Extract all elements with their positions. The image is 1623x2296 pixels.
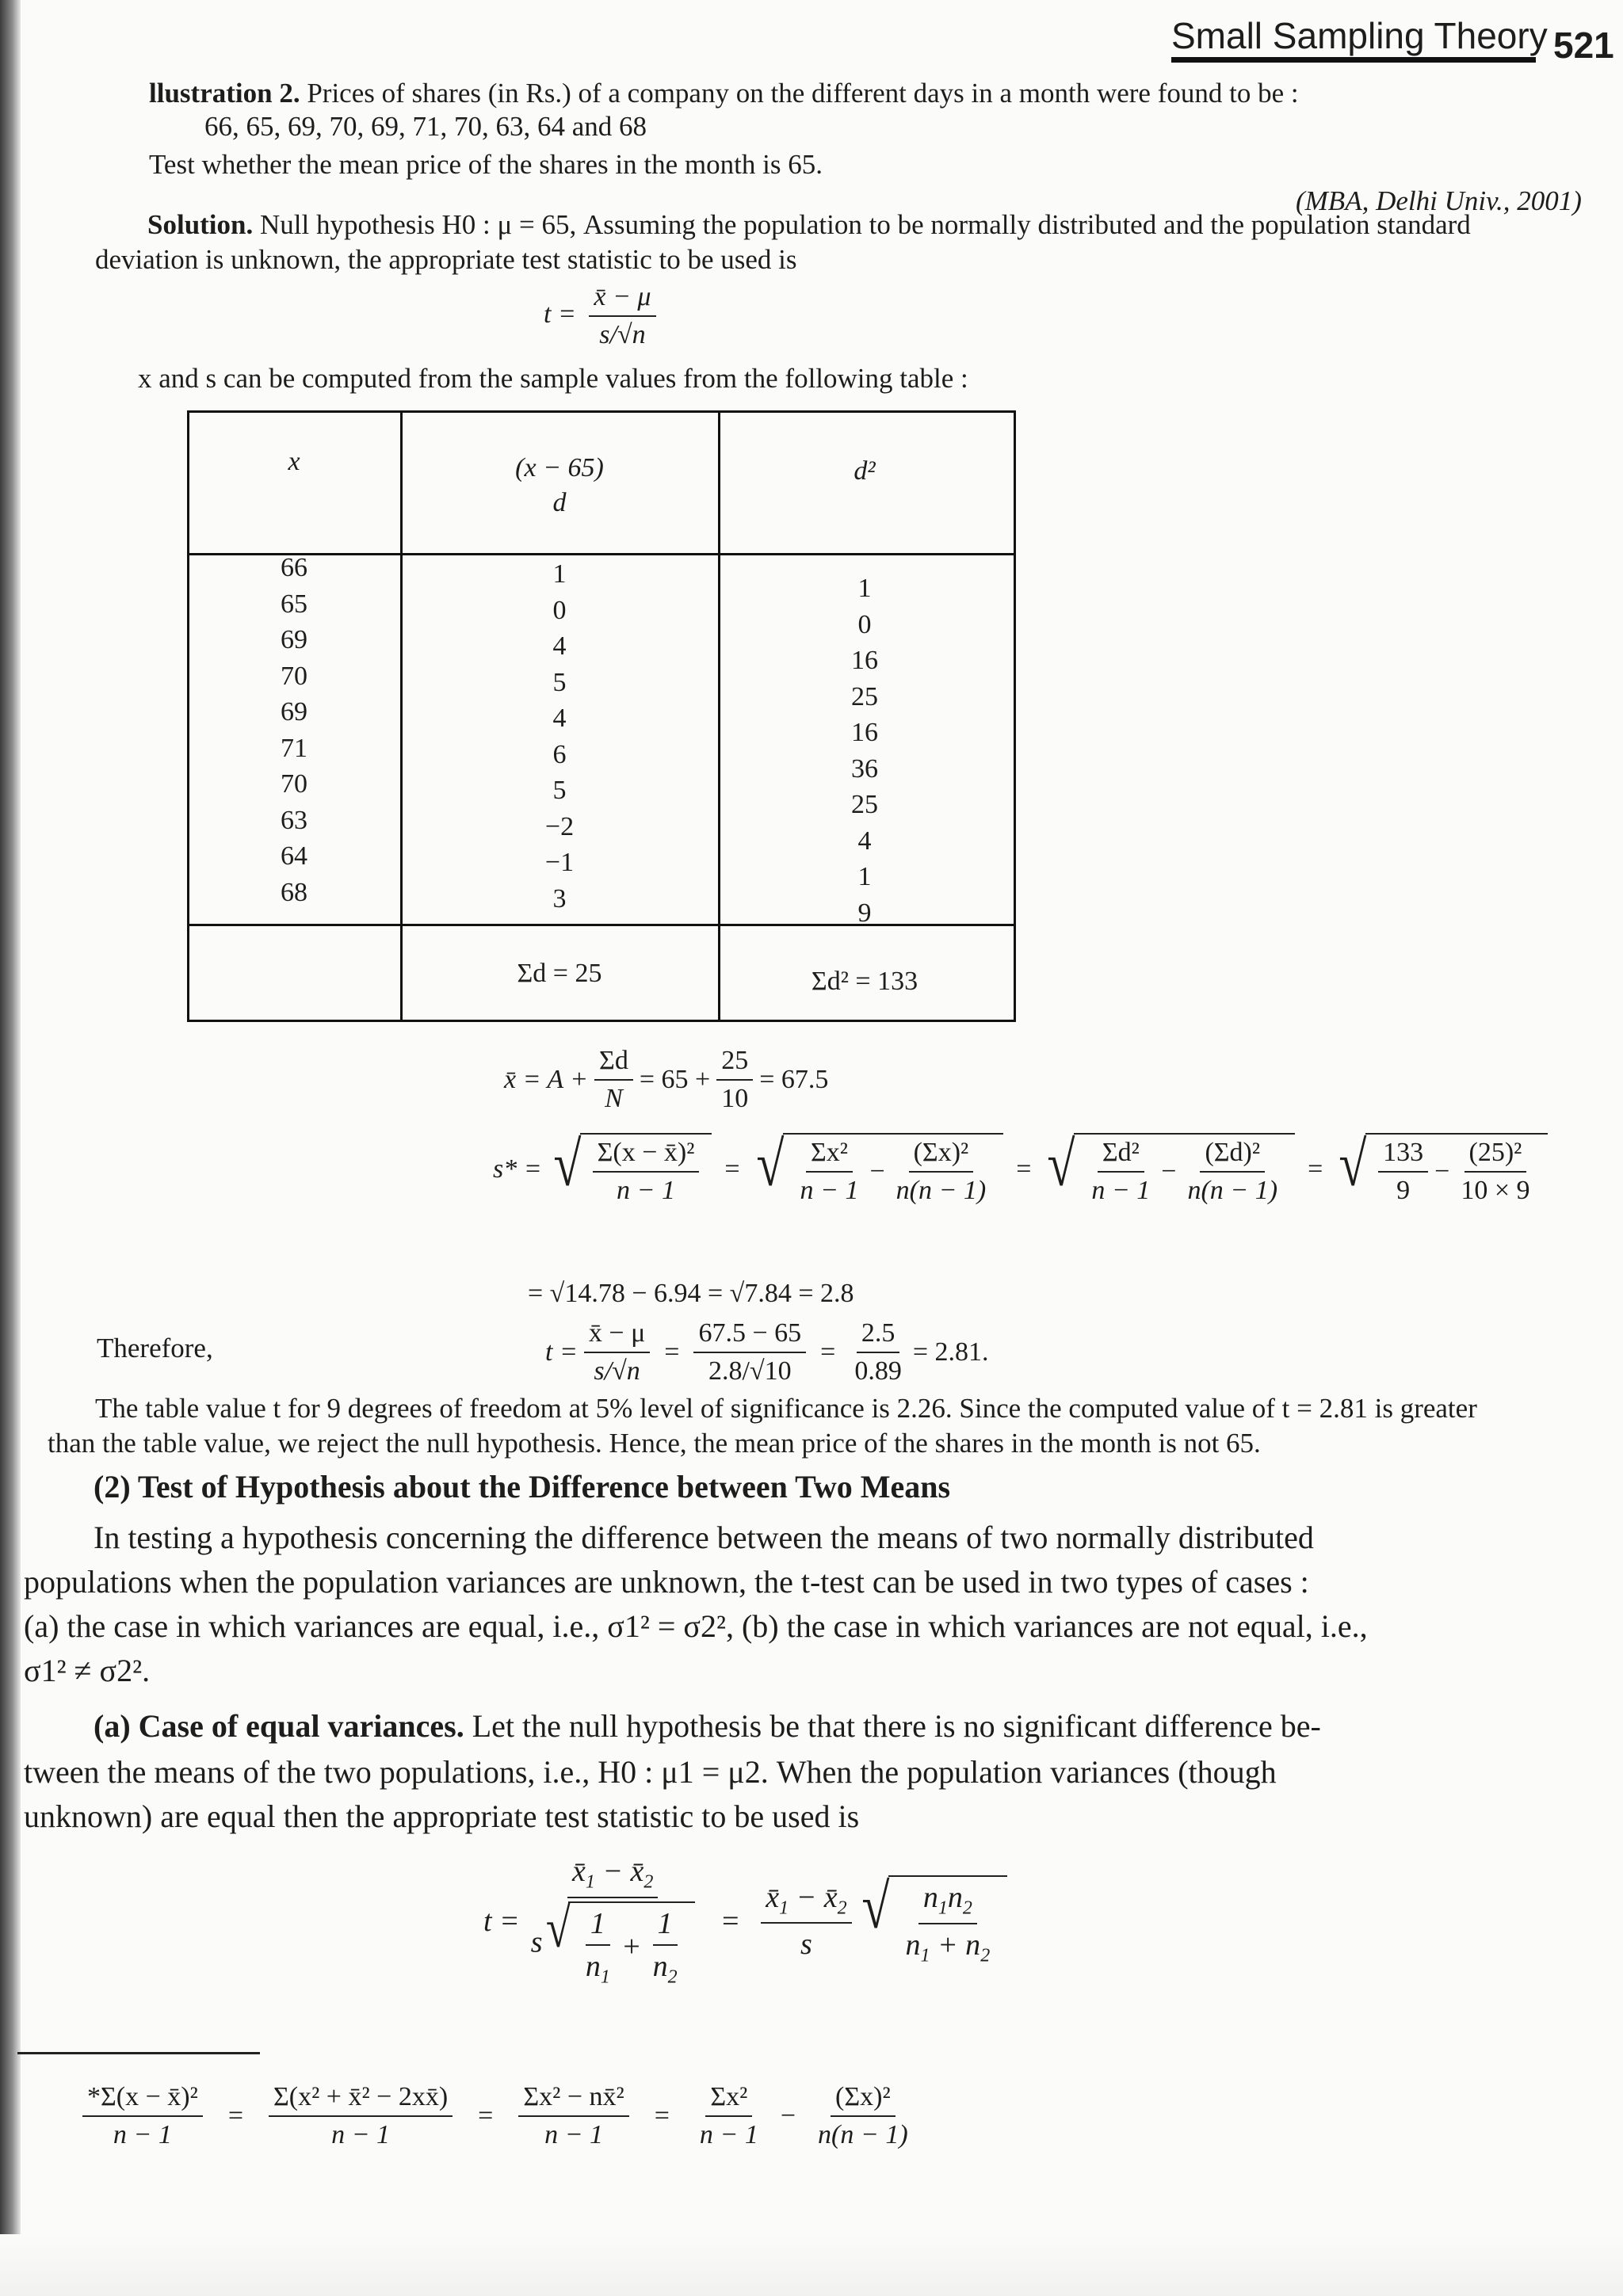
s-lhs: s* = — [493, 1154, 542, 1184]
footnote-f4-num: Σx² — [705, 2082, 752, 2117]
mean-calculation — [504, 1046, 828, 1114]
table-cell: 68 — [281, 877, 307, 907]
illustration-text-1: Prices of shares (in Rs.) of a company on the different days in a month were found to be : — [307, 78, 1299, 109]
table-cell: 3 — [552, 883, 567, 913]
illustration-source: (MBA, Delhi Univ., 2001) — [1296, 185, 1582, 216]
mean-n: 25 — [716, 1046, 753, 1081]
illustration-text-2: Test whether the mean price of the shares in the month is 65. — [149, 149, 823, 180]
illustration-line-1 — [149, 76, 1299, 111]
table-intro: x and s can be computed from the sample values from the following table : — [138, 363, 968, 394]
conclusion-line-1: The table value t for 9 degrees of freedom at 5% level of significance is 2.26. Since the computed value of t = 2.81 is greater — [95, 1393, 1477, 1424]
footnote-rule — [17, 2052, 260, 2054]
header-d: d — [552, 488, 567, 517]
column-x — [187, 550, 401, 910]
therefore-label: Therefore, — [97, 1333, 213, 1363]
table-cell: 6 — [552, 739, 567, 769]
footnote-f1-num: *Σ(x − x̄)² — [82, 2082, 203, 2117]
s-calculation-line-1: s* = √ $\frac{\text{Σ(x − x̄)²}}{n - 1}$ = √ $\frac{\text{Σx²}}{n - 1}$ − $\frac{\text{(Σx)²}}{n(n - 1)}$ = √ $\frac{\text{Σd²}}{n - 1}$ − $\frac{\text{(Σd)²}}{n(n - 1)}$ = √ $\frac{133}{9}$ − $\frac{\text{(25)²}}{10 \times 9}$ — [493, 1133, 1548, 1206]
table-cell: 4 — [552, 704, 567, 733]
table-cell: 66 — [281, 553, 307, 582]
sum-d: Σd = 25 — [517, 959, 602, 988]
footnote-f5-num: (Σx)² — [831, 2082, 896, 2117]
t-frac2-den: 0.89 — [854, 1356, 902, 1386]
case-a-label: (a) Case of equal variances. — [94, 1708, 464, 1744]
table-cell: 25 — [851, 681, 878, 711]
footnote-f2-num: Σ(x² + x̄² − 2xx̄) — [269, 2082, 453, 2117]
section-heading: (2) Test of Hypothesis about the Difference between Two Means — [94, 1469, 951, 1505]
case-a-text-1: Let the null hypothesis be that there is no significant difference be- — [472, 1708, 1321, 1744]
table-cell: 69 — [281, 625, 307, 654]
conclusion-line-2: than the table value, we reject the null hypothesis. Hence, the mean price of the shares in the month is not 65. — [48, 1428, 1261, 1459]
table-cell: 63 — [281, 805, 307, 835]
solution-label: Solution. — [147, 209, 254, 240]
t-frac2-num: 2.5 — [857, 1318, 900, 1353]
table-cell: 4 — [857, 826, 872, 856]
illustration-label: llustration 2. — [149, 78, 300, 109]
header-d-squared: d² — [854, 456, 876, 486]
table-cell: 9 — [857, 898, 872, 928]
mean-lhs: x̄ = A + — [504, 1065, 589, 1094]
table-cell: 16 — [851, 718, 878, 747]
page-edge-shadow — [0, 0, 21, 2296]
section-paragraph-line-4: σ1² ≠ σ2². — [24, 1653, 151, 1688]
mean-frac-num: Σd — [594, 1046, 633, 1081]
header-x: x — [288, 447, 300, 476]
table-cell: 71 — [281, 733, 307, 763]
page-bottom — [0, 2234, 1623, 2296]
mean-mid: = 65 + — [639, 1065, 711, 1094]
solution-text-2: deviation is unknown, the appropriate test statistic to be used is — [95, 244, 797, 275]
case-a-line-1 — [94, 1707, 1321, 1746]
section-paragraph-line-3: (a) the case in which variances are equal, i.e., σ1² = σ2², (b) the case in which variances are not equal, i.e., — [24, 1608, 1368, 1644]
case-a-line-3: unknown) are equal then the appropriate test statistic to be used is — [24, 1798, 860, 1834]
sum-d-squared: Σd² = 133 — [811, 967, 918, 996]
table-cell: 16 — [851, 646, 878, 675]
table-cell: 70 — [281, 769, 307, 799]
t-expr-num: 67.5 − 65 — [693, 1318, 806, 1353]
solution-line-1 — [147, 208, 1471, 242]
table-cell: 65 — [281, 589, 307, 619]
t-expr-den: 2.8/√10 — [708, 1356, 792, 1386]
two-sample-t-formula: t = $x̄_1$ − $x̄_2$ s √ $\frac{1}{n_1}$ + $\frac{1}{n_2}$ = $\frac{x̄_1 - x̄_2}{s}$ √ $\frac{n_1n_2}{n_1 + n_2}$ — [483, 1854, 1007, 1988]
mean-result: = 67.5 — [759, 1065, 829, 1094]
table-cell: 36 — [851, 753, 878, 784]
table-cell: 5 — [552, 667, 567, 697]
section-paragraph-line-2: populations when the population variances are unknown, the t-test can be used in two types of cases : — [24, 1564, 1309, 1600]
table-cell: −2 — [544, 811, 575, 841]
footnote: $\frac{\text{*Σ(x − x̄)²}}{n - 1}$ = $\frac{\text{Σ(x² + x̄² − 2xx̄)}}{n - 1}$ = $\frac{\text{Σx² − nx̄²}}{n - 1}$ = $\frac{\text{Σx²}}{n - 1}$ − $\frac{\text{(Σx)²}}{n(n - 1)}$ — [76, 2082, 919, 2150]
illustration-prices: 66, 65, 69, 70, 69, 71, 70, 63, 64 and 68 — [204, 111, 647, 142]
table-cell: −1 — [544, 848, 575, 877]
t-result: = 2.81. — [912, 1337, 989, 1367]
header-x-minus-65: (x − 65) — [515, 453, 604, 482]
s-calculation-line-2: = √14.78 − 6.94 = √7.84 = 2.8 — [528, 1279, 854, 1308]
table-cell: 25 — [851, 790, 878, 819]
footnote-f3-den: n − 1 — [544, 2120, 604, 2149]
solution-text-1: Null hypothesis H0 : μ = 65, Assuming the population to be normally distributed and the population standard — [260, 209, 1471, 240]
table-cell: 0 — [552, 595, 567, 625]
table-cell: 0 — [857, 609, 872, 639]
footnote-f1-den: n − 1 — [113, 2120, 172, 2149]
table-cell: 1 — [857, 862, 872, 891]
header-rule — [1171, 57, 1536, 63]
footnote-f5-den: n(n − 1) — [818, 2120, 908, 2149]
t-calculation: t = $\frac{x̄ - \mu}{s/√n}$ = $\frac{67.5 - 65}{2.8/√10}$ = $\frac{2.5}{0.89}$ = 2.81. — [545, 1318, 989, 1386]
page-number: 521 — [1553, 25, 1614, 66]
t-formula: t = $\frac{x̄ - \mu}{s/√n}$ — [544, 282, 663, 350]
footnote-f3-num: Σx² − nx̄² — [518, 2082, 628, 2117]
table-cell: 4 — [552, 631, 567, 661]
table-cell: 64 — [281, 841, 307, 871]
table-cell: 69 — [281, 697, 307, 727]
running-title: Small Sampling Theory — [1171, 15, 1548, 56]
footnote-f4-den: n − 1 — [699, 2120, 758, 2149]
table-cell: 1 — [857, 574, 872, 603]
table-cell: 1 — [552, 559, 567, 589]
table-cell: 70 — [281, 661, 307, 691]
mean-frac-den: N — [605, 1084, 623, 1113]
table-cell: 5 — [552, 776, 567, 805]
column-d-squared — [718, 570, 1011, 931]
case-a-line-2: tween the means of the two populations, i.e., H0 : μ1 = μ2. When the population variances (though — [24, 1754, 1277, 1790]
section-paragraph-line-1: In testing a hypothesis concerning the difference between the means of two normally distributed — [94, 1520, 1314, 1555]
column-d — [401, 556, 718, 917]
footnote-f2-den: n − 1 — [331, 2120, 391, 2149]
mean-d: 10 — [721, 1084, 749, 1113]
